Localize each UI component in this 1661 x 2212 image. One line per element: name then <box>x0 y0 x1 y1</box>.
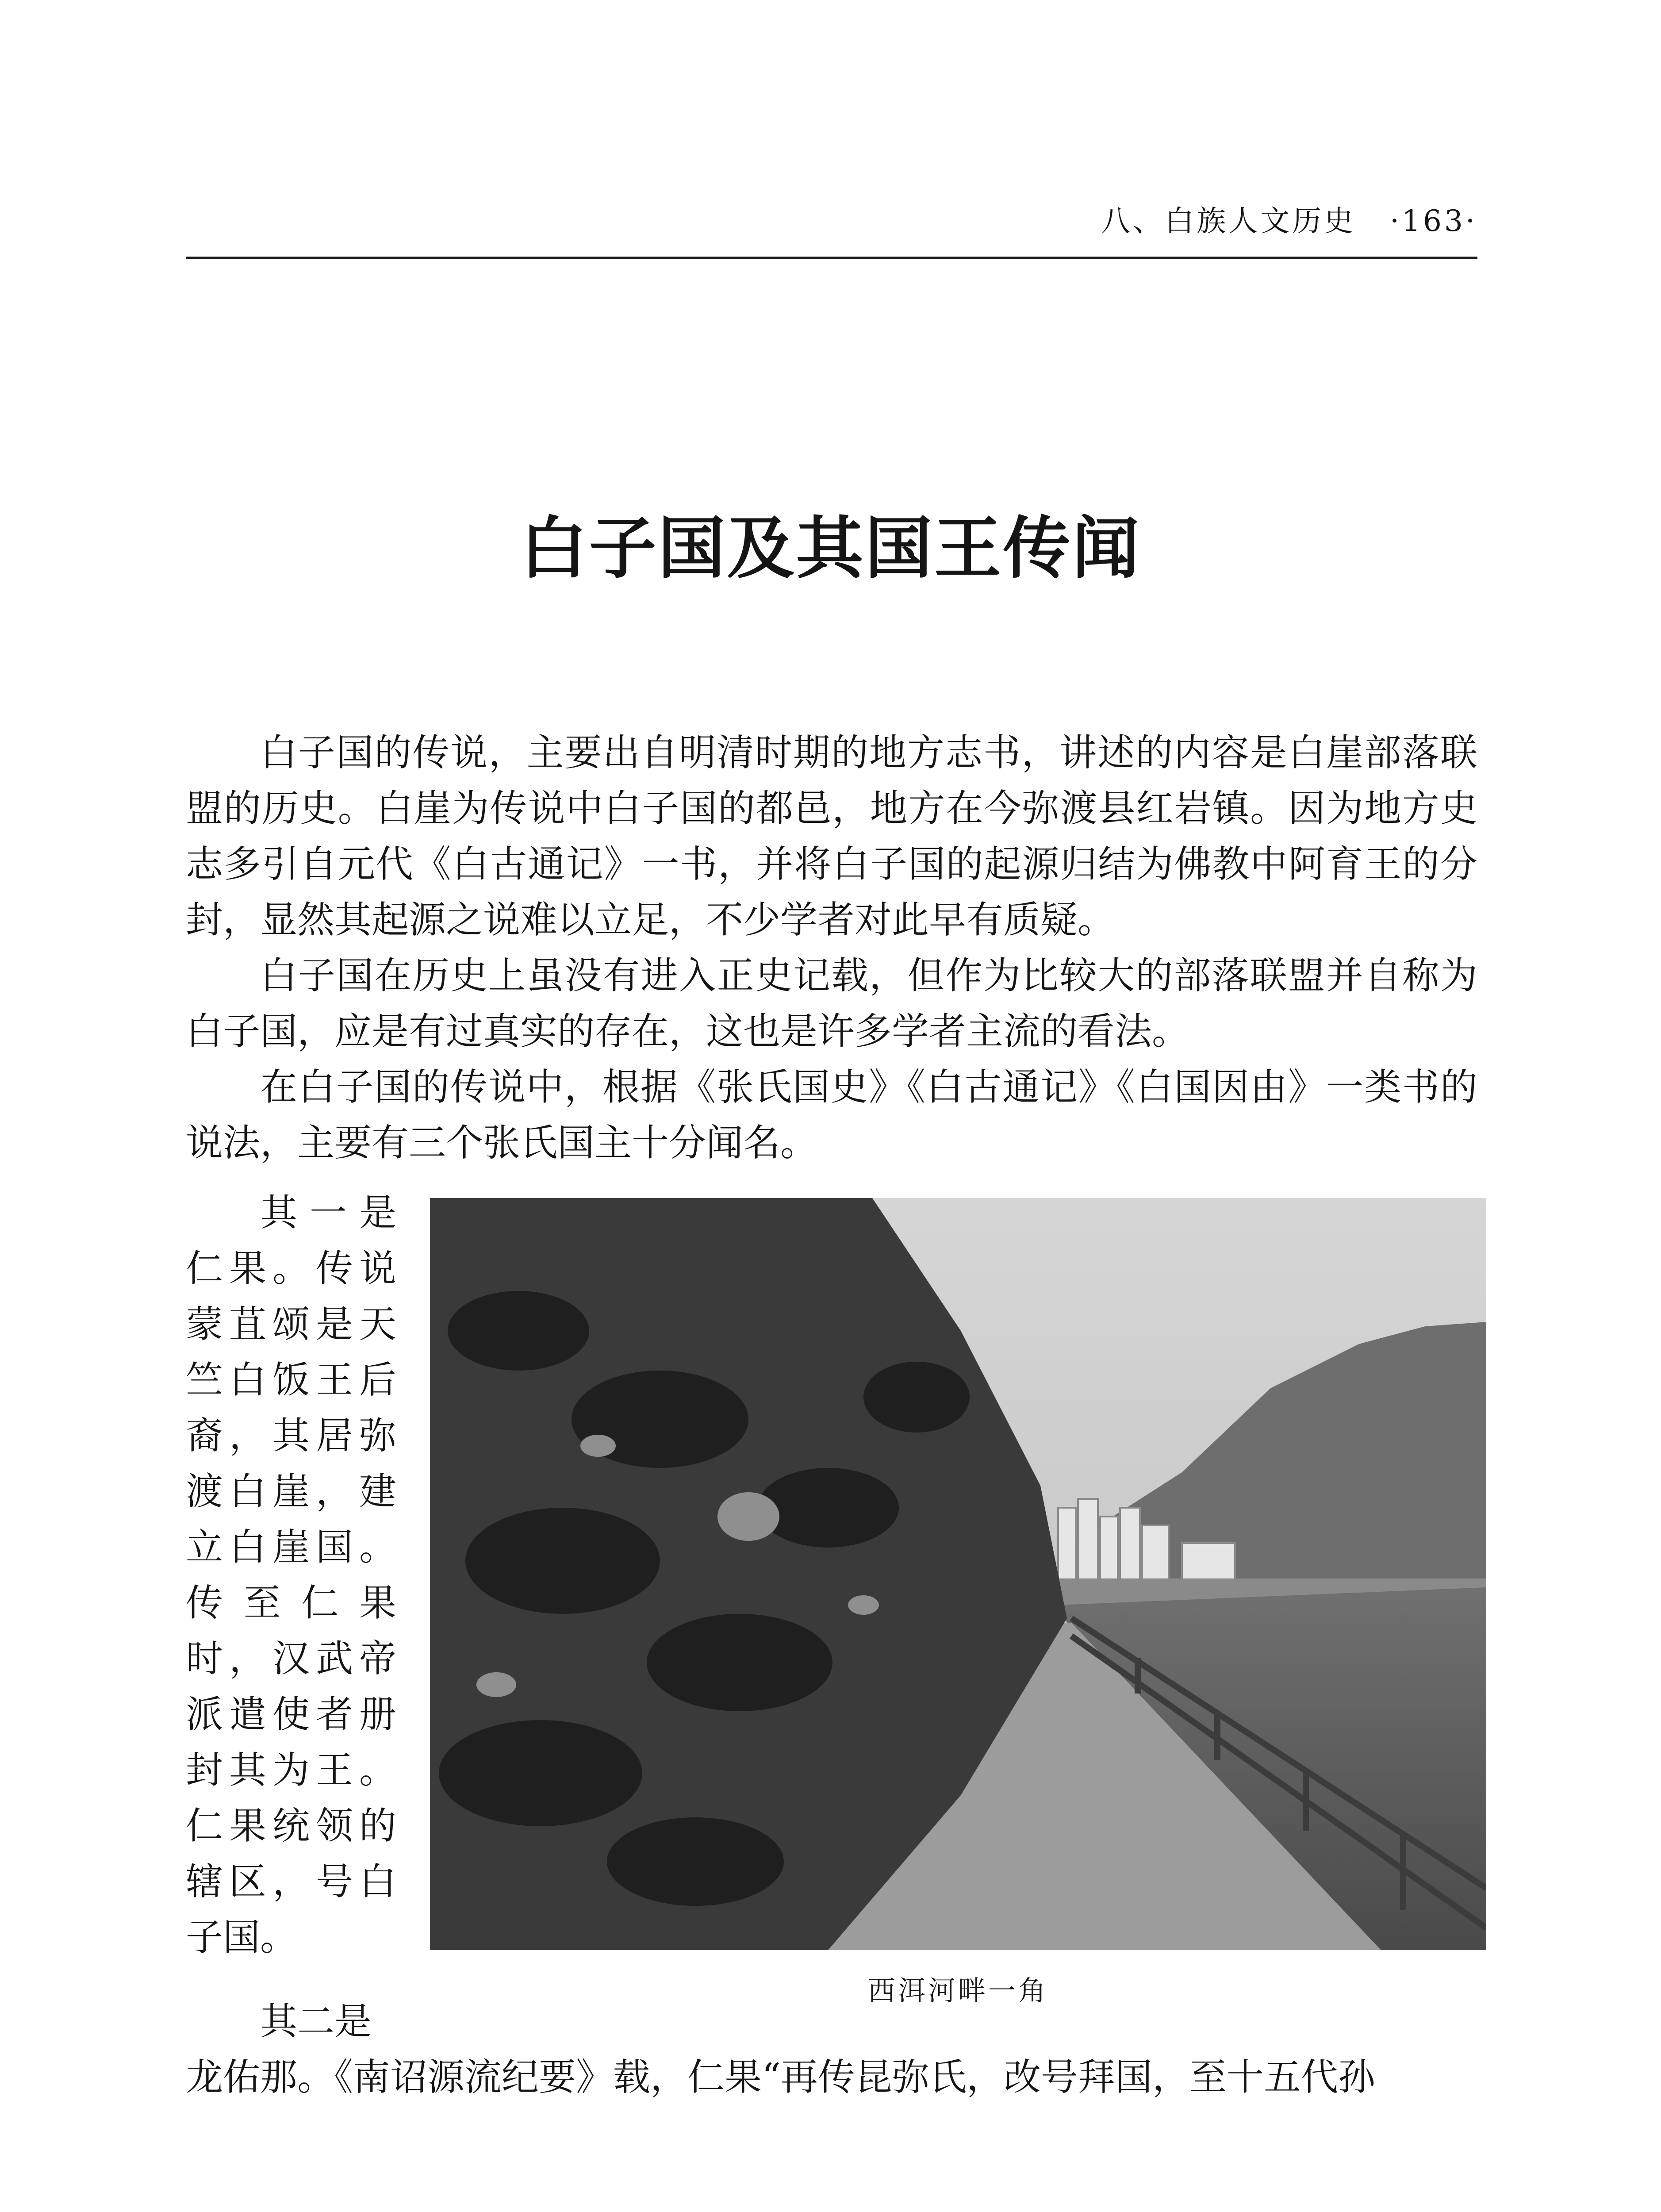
paragraph-4: 其一是仁果。传说蒙苴颂是天竺白饭王后裔，其居弥渡白崖，建立白崖国。传至仁果时，汉武帝派遣使者册封其为王。仁果统领的辖区，号白子国。 <box>186 1191 396 1959</box>
article-title: 白子国及其国王传闻 <box>520 509 1141 588</box>
page-number: ·163· <box>1390 204 1477 238</box>
photo-illustration <box>430 1198 1486 1950</box>
chapter-title: 八、白族人文历史 <box>1101 204 1356 238</box>
paragraph-3: 在白子国的传说中，根据《张氏国史》《白古通记》《白国因由》一类书的说法，主要有三个张氏国主十分闻名。 <box>186 1065 1477 1164</box>
photo-caption: 西洱河畔一角 <box>867 1974 1048 2007</box>
running-header <box>186 199 1477 243</box>
paragraph-5-continued: 龙佑那。《南诏源流纪要》载，仁果“再传昆弥氏，改号拜国，至十五代孙 <box>186 2055 1375 2099</box>
paragraph-2: 白子国在历史上虽没有进入正史记载，但作为比较大的部落联盟并自称为白子国，应是有过真实的存在，这也是许多学者主流的看法。 <box>186 954 1477 1053</box>
paragraph-5: 其二是 <box>260 2000 372 2043</box>
paragraph-1: 白子国的传说，主要出自明清时期的地方志书，讲述的内容是白崖部落联盟的历史。白崖为传说中白子国的都邑，地方在今弥渡县红岩镇。因为地方史志多引自元代《白古通记》一书，并将白子国的起源归结为佛教中阿育王的分封，显然其起源之说难以立足，不少学者对此早有质疑。 <box>186 731 1477 941</box>
header-rule <box>186 257 1477 259</box>
riverside-photo <box>430 1198 1486 1950</box>
